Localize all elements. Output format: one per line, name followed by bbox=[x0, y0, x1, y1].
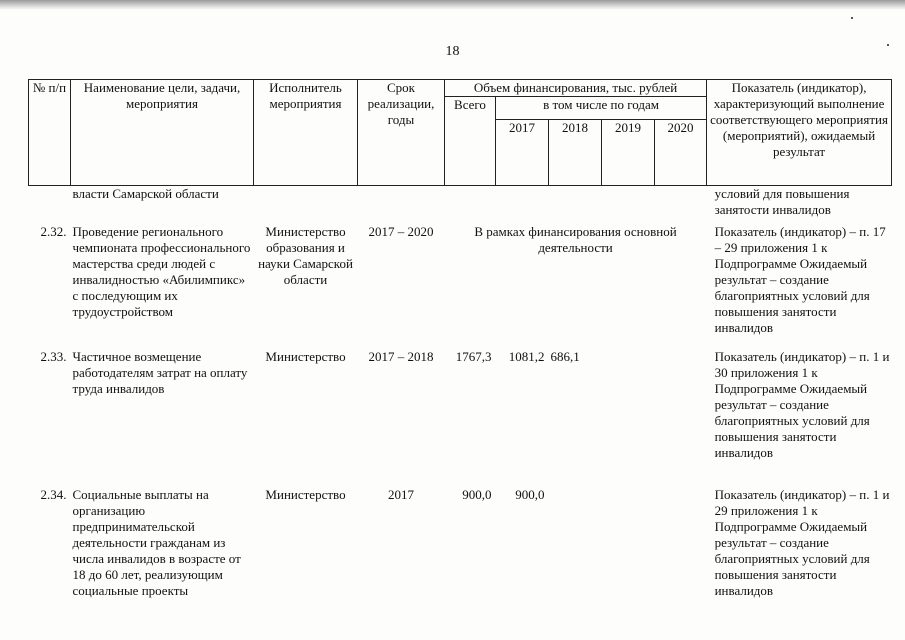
header-financing: Объем финансирования, тыс. рублей bbox=[445, 80, 707, 97]
scan-edge bbox=[0, 0, 905, 10]
header-executor: Исполнитель мероприятия bbox=[254, 80, 358, 186]
header-total: Всего bbox=[445, 97, 496, 186]
cell-executor: Министерство bbox=[265, 348, 346, 364]
cell-indicator: условий для повышения занятости инвалидов bbox=[714, 186, 850, 217]
cell-2017: 1081,2 bbox=[508, 348, 545, 364]
cell-2019 bbox=[602, 487, 655, 607]
cell-financing-note: В рамках финансирования основной деятельности bbox=[474, 223, 677, 255]
header-term: Срок реализации, годы bbox=[358, 80, 445, 186]
cell-2020 bbox=[655, 349, 707, 487]
header-year: 2019 bbox=[602, 120, 655, 186]
cell-total: 1767,3 bbox=[455, 348, 492, 364]
header-year: 2018 bbox=[549, 120, 602, 186]
page-number: 18 bbox=[445, 44, 460, 59]
header-indicator: Показатель (индикатор), характеризующий выполнение соответствующего мероприятия (мероприятий), ожидаемый результат bbox=[707, 80, 892, 186]
table-row bbox=[29, 349, 892, 487]
cell-executor: Министерство образования и науки Самарской области bbox=[258, 223, 353, 287]
header-name: Наименование цели, задачи, мероприятия bbox=[71, 80, 254, 186]
header-year: 2020 bbox=[655, 120, 707, 186]
header-by-years: в том числе по годам bbox=[496, 97, 707, 120]
scan-speck bbox=[851, 17, 853, 19]
cell-term: 2017 – 2020 bbox=[368, 223, 434, 239]
table-row bbox=[29, 487, 892, 607]
table-row-continuation bbox=[29, 186, 892, 224]
cell-2017: 900,0 bbox=[515, 486, 545, 502]
cell-2018 bbox=[549, 487, 602, 607]
table-row bbox=[29, 224, 892, 349]
cell-2020 bbox=[655, 487, 707, 607]
cell-term: 2017 – 2018 bbox=[368, 348, 434, 364]
header-num: № п/п bbox=[29, 80, 71, 186]
cell-indicator: Показатель (индикатор) – п. 1 и 30 приложения 1 к Подпрограмме Ожидаемый результат – создание благоприятных условий для повышения занятости инвалидов bbox=[714, 348, 890, 460]
cell-indicator: Показатель (индикатор) – п. 1 и 29 приложения 1 к Подпрограмме Ожидаемый результат – создание благоприятных условий для повышения занятости инвалидов bbox=[714, 486, 890, 598]
cell-name: власти Самарской области bbox=[72, 186, 219, 201]
cell-total: 900,0 bbox=[462, 486, 492, 502]
table-header bbox=[29, 80, 892, 186]
cell-2019 bbox=[602, 349, 655, 487]
cell-num: 2.32. bbox=[40, 223, 67, 239]
cell-executor: Министерство bbox=[265, 486, 346, 502]
cell-num: 2.33. bbox=[40, 348, 67, 364]
program-table bbox=[28, 79, 891, 607]
cell-name: Частичное возмещение работодателям затрат на оплату труда инвалидов bbox=[72, 348, 248, 396]
cell-name: Проведение регионального чемпионата профессионального мастерства среди людей с инвалидностью «Абилимпикс» с последующим их трудоустройством bbox=[72, 223, 251, 319]
cell-name: Социальные выплаты на организацию предпринимательской деятельности гражданам из числа инвалидов в возрасте от 18 до 60 лет, реализующим социальные проекты bbox=[72, 486, 241, 598]
cell-num: 2.34. bbox=[40, 486, 67, 502]
cell-term: 2017 bbox=[388, 486, 414, 502]
header-year: 2017 bbox=[496, 120, 549, 186]
cell-2018: 686,1 bbox=[550, 348, 580, 364]
cell-indicator: Показатель (индикатор) – п. 17 – 29 приложения 1 к Подпрограмме Ожидаемый результат – создание благоприятных условий для повышения занятости инвалидов bbox=[714, 223, 886, 335]
